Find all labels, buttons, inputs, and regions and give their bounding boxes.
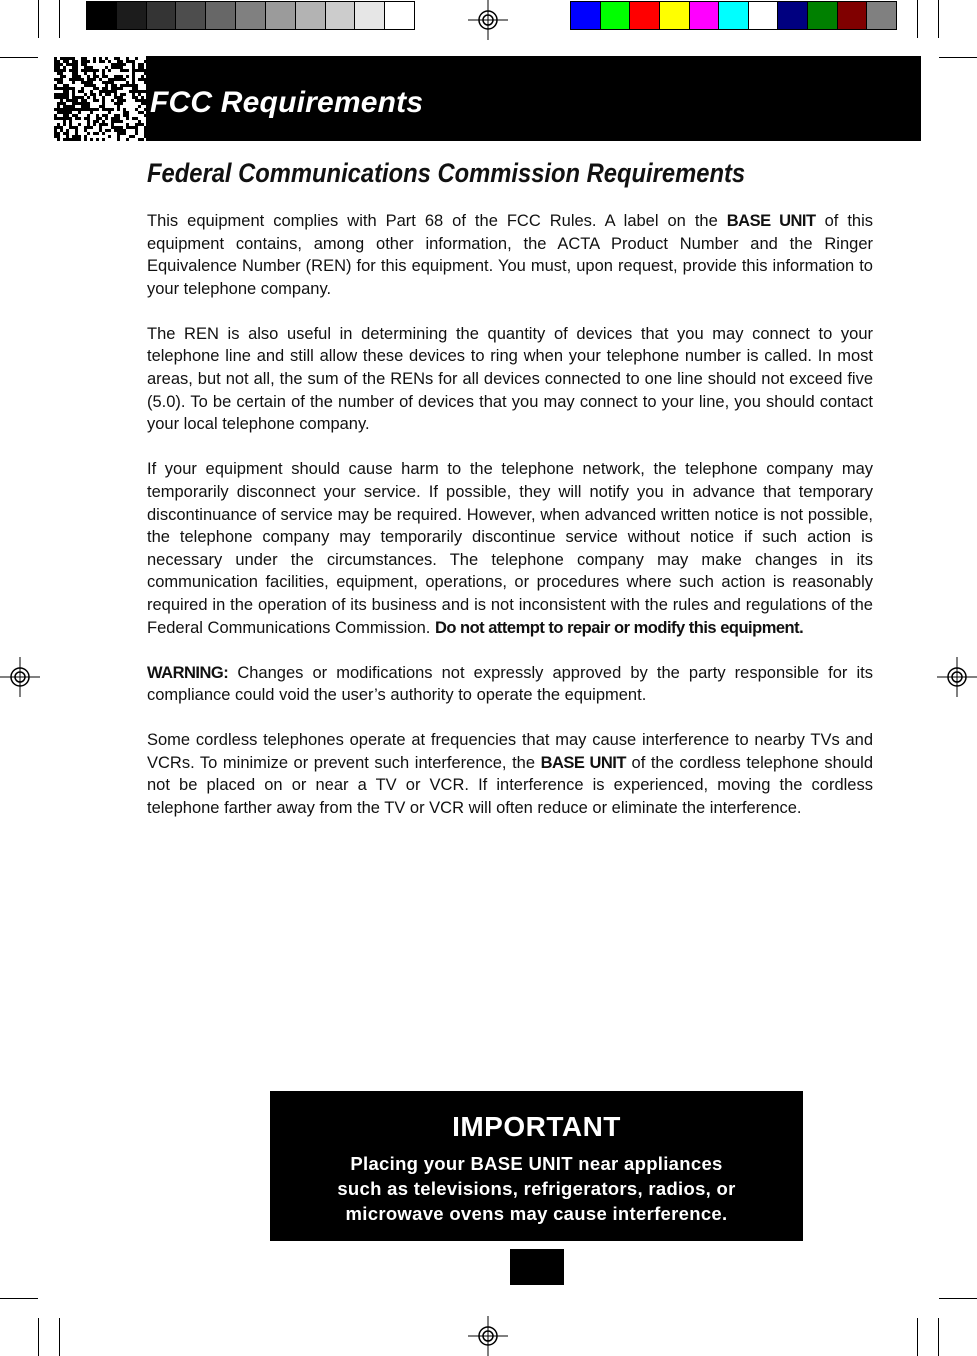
- important-line: such as televisions, refrigerators, radios, or: [337, 1178, 736, 1199]
- gray-swatch: [206, 2, 236, 29]
- paragraph-ren: The REN is also useful in determining the quantity of devices that you may connect to your telephone line and still allow these devices to ring when your telephone number is called. In most areas, but not all, the sum of the RENs for all devices connected to one line should not exceed five (5.0). To be certain of the number of devices that you may connect to your line, you should contact your local telephone company.: [147, 324, 873, 434]
- gray-swatch: [296, 2, 326, 29]
- color-swatch: [690, 2, 720, 29]
- page-number-tab: [510, 1249, 564, 1285]
- text: If your equipment should cause harm to the telephone network, the telephone company may temporarily disconnect your service. If possible, they will notify you in advance that temporary discontinuance of service may be required. However, when advanced written notice is not possible, the telephone company may temporarily discontinue service without notice if such action is necessary under the circumstances. The telephone company may make changes in its communication facilities, equipment, operations, or procedures where such action is reasonably required in the operation of its business and is not inconsistent with the rules and regulations of the Federal Communications Commission.: [147, 460, 873, 637]
- important-title: IMPORTANT: [452, 1111, 621, 1142]
- halftone-pattern-icon: [54, 57, 146, 141]
- gray-swatch: [385, 2, 414, 29]
- important-line: Placing your BASE UNIT near appliances: [350, 1153, 723, 1174]
- bold-text: Do not attempt to repair or modify this equipment.: [434, 618, 804, 637]
- color-swatch: [749, 2, 779, 29]
- gray-swatch: [176, 2, 206, 29]
- gray-swatch: [117, 2, 147, 29]
- text: Changes or modifications not expressly approved by the party responsible for its compliance could void the user’s authority to operate the equipment.: [147, 663, 873, 705]
- process-color-bar: [570, 1, 897, 30]
- paragraph-harm: [147, 458, 873, 639]
- important-text: [270, 1151, 803, 1226]
- gray-swatch: [87, 2, 117, 29]
- gray-swatch: [236, 2, 266, 29]
- color-swatch: [660, 2, 690, 29]
- page-title: FCC Requirements: [150, 86, 424, 119]
- gray-swatch: [326, 2, 356, 29]
- color-swatch: [808, 2, 838, 29]
- color-swatch: [719, 2, 749, 29]
- bold-text: BASE UNIT: [726, 212, 816, 230]
- color-swatch: [778, 2, 808, 29]
- content-body: [147, 210, 873, 842]
- gray-swatch: [147, 2, 177, 29]
- gray-swatch: [266, 2, 296, 29]
- registration-mark-bottom: [468, 1316, 508, 1356]
- important-notice-box: [270, 1091, 803, 1241]
- paragraph-part68: [147, 210, 873, 300]
- color-swatch: [838, 2, 868, 29]
- color-swatch: [601, 2, 631, 29]
- bold-text: BASE UNIT: [540, 753, 626, 772]
- text: This equipment complies with Part 68 of the FCC Rules. A label on the: [147, 212, 727, 230]
- text: of this equipment contains, among other information, the ACTA Product Number and the Ringer Equivalence Number (REN) for this equipment. You must, upon request, provide this information to your telephone company.: [147, 212, 873, 298]
- paragraph-interference: [147, 729, 873, 819]
- registration-mark-right: [937, 657, 977, 697]
- registration-mark-top: [468, 0, 508, 40]
- paragraph-warning: [147, 662, 873, 707]
- grayscale-color-bar: [86, 1, 415, 30]
- color-swatch: [571, 2, 601, 29]
- registration-mark-left: [0, 657, 40, 697]
- section-heading: Federal Communications Commission Requirements: [147, 158, 746, 188]
- gray-swatch: [355, 2, 385, 29]
- text: Some cordless telephones operate at frequencies that may cause interference to nearby TVs and VCRs. To minimize or prevent such interference, the: [147, 731, 873, 772]
- important-line: microwave ovens may cause interference.: [345, 1203, 728, 1224]
- warning-label: WARNING:: [147, 663, 229, 682]
- color-swatch: [630, 2, 660, 29]
- color-swatch: [867, 2, 896, 29]
- text: of the cordless telephone should not be placed on or near a TV or VCR. If interference is experienced, moving the cordless telephone farther away from the TV or VCR will often reduce or eliminate the interference.: [147, 753, 874, 818]
